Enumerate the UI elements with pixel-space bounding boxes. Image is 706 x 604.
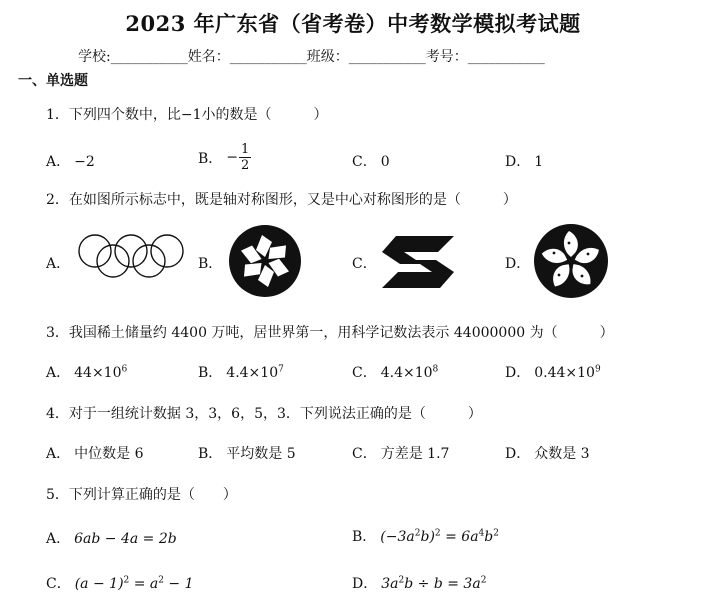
option-letter: D． bbox=[505, 446, 531, 462]
q1-option-c bbox=[352, 151, 390, 171]
option-letter: D． bbox=[505, 154, 531, 170]
q2-option-b-letter: B． bbox=[198, 256, 223, 272]
q5-option-b bbox=[352, 526, 499, 546]
option-text: −2 bbox=[74, 154, 95, 170]
option-letter: A． bbox=[46, 154, 71, 170]
question-5-stem: 5．下列计算正确的是（ ） bbox=[46, 487, 237, 503]
exponent: 4 bbox=[478, 528, 485, 539]
exponent: 2 bbox=[434, 528, 441, 539]
question-4-stem: 4．对于一组统计数据 3，3，6，5，3．下列说法正确的是（ ） bbox=[46, 406, 482, 422]
q4-option-c bbox=[352, 443, 449, 463]
q3-option-c bbox=[352, 362, 438, 382]
q4-option-d bbox=[505, 443, 590, 463]
exponent: 2 bbox=[480, 575, 487, 586]
q1-option-a bbox=[46, 151, 95, 171]
bauhinia-flower-logo-icon bbox=[532, 222, 610, 300]
exponent: 8 bbox=[432, 364, 439, 375]
exponent: 2 bbox=[493, 528, 499, 539]
exponent: 7 bbox=[278, 364, 284, 375]
option-math: b) bbox=[420, 529, 435, 545]
option-math: (−3a bbox=[380, 529, 415, 545]
fraction-denominator: 2 bbox=[241, 158, 250, 173]
q1-option-d bbox=[505, 151, 543, 171]
option-letter: B． bbox=[198, 365, 223, 381]
option-letter: D． bbox=[505, 365, 531, 381]
option-text: 0 bbox=[380, 154, 390, 170]
option-text: 方差是 1.7 bbox=[380, 446, 450, 462]
option-letter: B． bbox=[352, 529, 377, 545]
exponent: 9 bbox=[594, 364, 601, 375]
exponent: 2 bbox=[158, 575, 164, 586]
q3-option-b bbox=[198, 362, 284, 382]
q2-option-a-letter: A． bbox=[46, 256, 71, 272]
option-letter: B． bbox=[198, 446, 223, 462]
section-title: 一、单选题 bbox=[18, 73, 88, 89]
option-math: b ÷ b = 3a bbox=[404, 576, 481, 592]
option-letter: C． bbox=[352, 365, 377, 381]
exponent: 2 bbox=[123, 575, 130, 586]
option-letter: B． bbox=[198, 150, 223, 167]
option-text: 4.4×10 bbox=[380, 365, 433, 381]
hexagon-star-logo-icon bbox=[226, 224, 304, 298]
q1-option-b bbox=[198, 142, 251, 173]
q5-option-a bbox=[46, 528, 177, 548]
option-text: 4.4×10 bbox=[226, 365, 279, 381]
fraction bbox=[239, 142, 251, 173]
option-math: 3a bbox=[381, 576, 399, 592]
q2-option-d-letter: D． bbox=[505, 256, 531, 272]
option-math: b bbox=[484, 529, 494, 545]
option-letter: A． bbox=[46, 365, 71, 381]
suzuki-s-logo-icon bbox=[378, 234, 458, 290]
q4-option-a bbox=[46, 443, 143, 463]
q5-option-d bbox=[352, 573, 486, 593]
option-text: 44×10 bbox=[74, 365, 122, 381]
exponent: 2 bbox=[398, 575, 405, 586]
exponent: 6 bbox=[121, 364, 128, 375]
q4-option-b bbox=[198, 443, 296, 463]
option-math: = 6a bbox=[440, 529, 479, 545]
q3-option-a bbox=[46, 362, 127, 382]
option-letter: C． bbox=[352, 154, 377, 170]
q3-option-d bbox=[505, 362, 601, 382]
five-rings-logo-icon bbox=[72, 234, 192, 278]
option-letter: C． bbox=[46, 576, 71, 592]
option-letter: C． bbox=[352, 446, 377, 462]
student-info-line: 学校:___________姓名：___________班级：___________考号：___________ bbox=[78, 49, 545, 65]
q2-option-c-letter: C． bbox=[352, 256, 377, 272]
option-text: 平均数是 5 bbox=[226, 446, 296, 462]
fraction-numerator: 1 bbox=[241, 142, 250, 157]
exponent: 2 bbox=[414, 528, 421, 539]
fraction-sign: − bbox=[226, 149, 239, 166]
option-text: 中位数是 6 bbox=[74, 446, 144, 462]
option-math: 6ab − 4a = 2b bbox=[74, 531, 177, 547]
option-letter: A． bbox=[46, 446, 71, 462]
question-1-stem: 1．下列四个数中，比−1小的数是（ ） bbox=[46, 107, 328, 123]
option-text: 众数是 3 bbox=[534, 446, 590, 462]
option-math: = a bbox=[129, 576, 159, 592]
option-letter: A． bbox=[46, 531, 71, 547]
option-math: − 1 bbox=[163, 576, 194, 592]
option-text: 1 bbox=[534, 154, 544, 170]
question-3-stem: 3．我国稀土储量约 4400 万吨，居世界第一，用科学记数法表示 44000000 为（ ） bbox=[46, 325, 614, 341]
q5-option-c bbox=[46, 573, 194, 593]
option-math: (a − 1) bbox=[74, 576, 124, 592]
option-text: 0.44×10 bbox=[534, 365, 595, 381]
page-title: 2023 年广东省（省考卷）中考数学模拟考试题 bbox=[125, 11, 581, 36]
question-2-stem: 2．在如图所示标志中，既是轴对称图形，又是中心对称图形的是（ ） bbox=[46, 192, 517, 208]
option-letter: D． bbox=[352, 576, 378, 592]
